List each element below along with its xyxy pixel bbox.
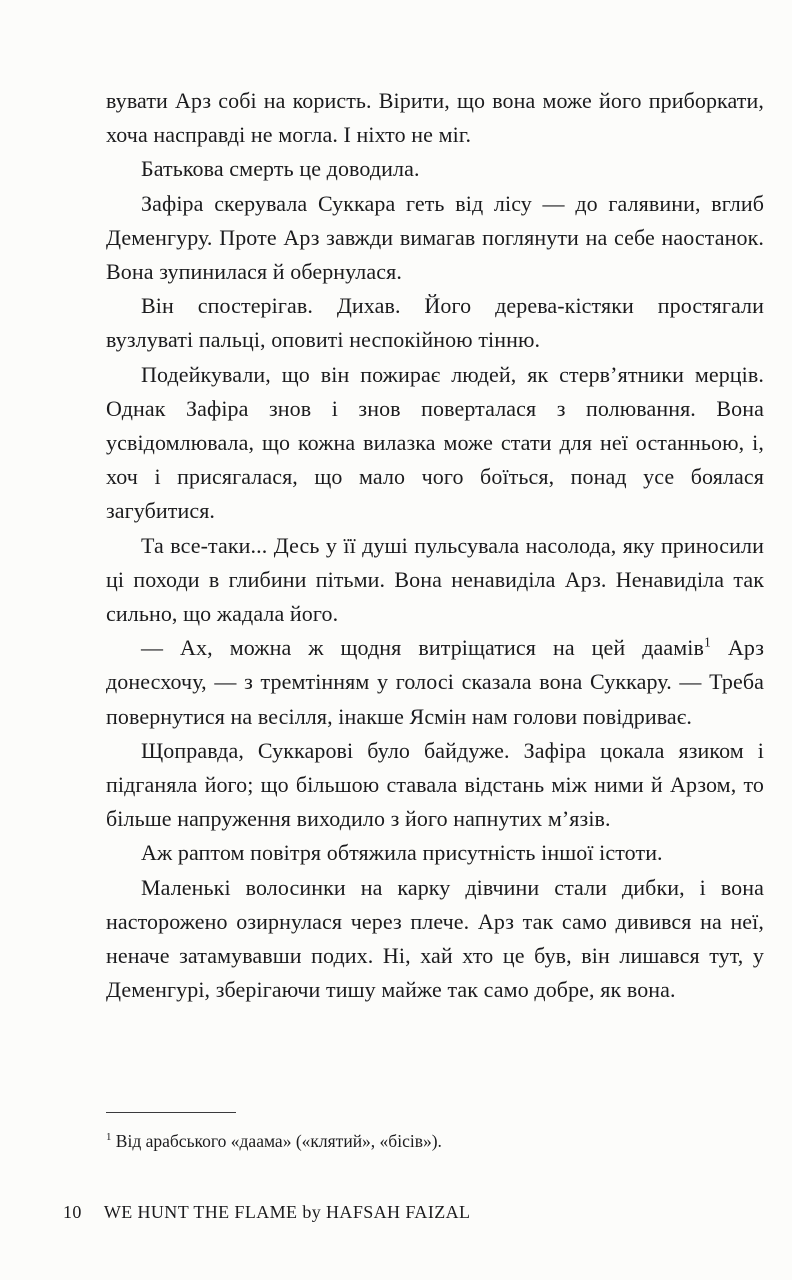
paragraph-3: Зафіра скерувала Суккара геть від лісу — до галявини, вглиб Деменгуру. Проте Арз завжди вимагав поглянути на себе наостанок. Вона зупинилася й обернулася. bbox=[106, 190, 764, 285]
body-text bbox=[106, 84, 764, 1007]
paragraph-9: Аж раптом повітря обтяжила присутність іншої істоти. bbox=[141, 840, 663, 866]
page-number: 10 bbox=[63, 1202, 82, 1222]
footnote-separator-line bbox=[106, 1112, 236, 1113]
footnote-reference: 1 bbox=[703, 634, 711, 650]
paragraph-8: Щоправда, Суккарові було байдуже. Зафіра цокала язиком і підганяла його; що більшою ставала відстань між ними й Арзом, то більше напруження виходило з його напнутих м’язів. bbox=[106, 737, 764, 832]
paragraph-1: вувати Арз собі на користь. Вірити, що вона може його приборкати, хоча насправді не могла. І ніхто не міг. bbox=[106, 88, 764, 148]
paragraph-2: Батькова смерть це доводила. bbox=[141, 156, 420, 182]
footnote-marker: 1 bbox=[106, 1131, 112, 1144]
footnote-text: Від арабського «даама» («клятий», «бісів»). bbox=[115, 1131, 442, 1151]
footnote bbox=[106, 1129, 764, 1153]
dialogue-text-before: — Ах, можна ж щодня витріщатися на цей даамів bbox=[141, 635, 704, 661]
paragraph-6: Та все-таки... Десь у її душі пульсувала насолода, яку приносили ці походи в глибини пітьми. Вона ненавиділа Арз. Ненавиділа так сильно, що жадала його. bbox=[106, 532, 764, 627]
running-footer bbox=[63, 1202, 470, 1223]
dialogue-text-after: Арз донесхочу, — з тремтінням у голосі сказала вона Суккару. — Треба повернутися на весілля, інакше Ясмін нам голови повідриває. bbox=[106, 635, 765, 729]
paragraph-10: Маленькі волосинки на карку дівчини стали дибки, і вона насторожено озирнулася через плече. Арз так само дивився на неї, неначе затамувавши подих. Ні, хай хто це був, він лишався тут, у Деменгурі, зберігаючи тишу майже так само добре, як вона. bbox=[106, 874, 764, 1003]
book-title: WE HUNT THE FLAME by HAFSAH FAIZAL bbox=[103, 1202, 471, 1222]
paragraph-7 bbox=[106, 631, 764, 734]
paragraph-5: Подейкували, що він пожирає людей, як стерв’ятники мерців. Однак Зафіра знов і знов поверталася з полювання. Вона усвідомлювала, що кожна вилазка може стати для неї останньою, і, хоч і присягалася, що мало чого боїться, понад усе боялася загубитися. bbox=[106, 361, 764, 524]
footnote-section bbox=[106, 1112, 764, 1153]
paragraph-4: Він спостерігав. Дихав. Його дерева-кістяки простягали вузлуваті пальці, оповиті неспокійною тінню. bbox=[106, 293, 764, 353]
